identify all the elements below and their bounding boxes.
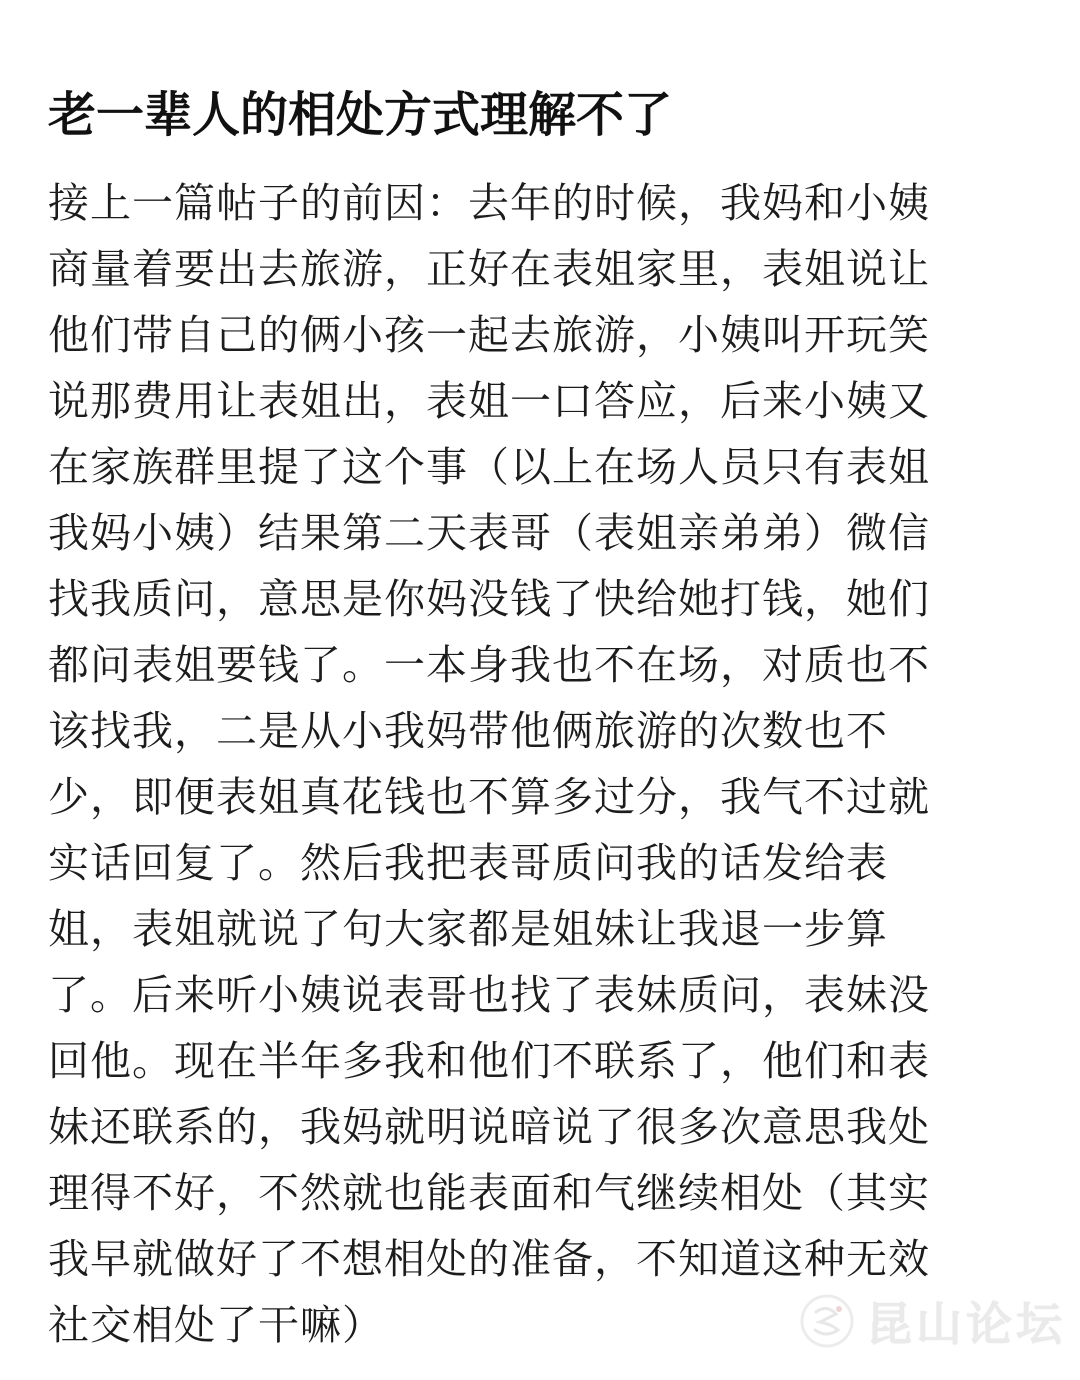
post-body xyxy=(48,170,1038,1358)
body-line-9: 该找我，二是从小我妈带他俩旅游的次数也不 xyxy=(48,707,888,755)
body-line-12: 姐，表姐就说了句大家都是姐妹让我退一步算 xyxy=(48,905,888,953)
body-line-16: 理得不好，不然就也能表面和气继续相处（其实 xyxy=(48,1169,930,1217)
body-line-11: 实话回复了。然后我把表哥质问我的话发给表 xyxy=(48,839,888,887)
body-line-10: 少，即便表姐真花钱也不算多过分，我气不过就 xyxy=(48,773,930,821)
kunshan-forum-logo-icon xyxy=(798,1292,856,1350)
body-line-3: 他们带自己的俩小孩一起去旅游，小姨叫开玩笑 xyxy=(48,311,930,359)
watermark xyxy=(798,1288,1066,1354)
body-line-13: 了。后来听小姨说表哥也找了表妹质问，表妹没 xyxy=(48,971,930,1019)
watermark-text: 昆山论坛 xyxy=(866,1297,1066,1351)
body-line-7: 找我质问，意思是你妈没钱了快给她打钱，她们 xyxy=(48,575,930,623)
body-line-2: 商量着要出去旅游，正好在表姐家里，表姐说让 xyxy=(48,245,930,293)
body-line-8: 都问表姐要钱了。一本身我也不在场，对质也不 xyxy=(48,641,930,689)
body-line-1: 接上一篇帖子的前因：去年的时候，我妈和小姨 xyxy=(48,179,930,227)
body-line-14: 回他。现在半年多我和他们不联系了，他们和表 xyxy=(48,1037,930,1085)
body-line-18: 社交相处了干嘛） xyxy=(48,1301,384,1349)
body-line-4: 说那费用让表姐出，表姐一口答应，后来小姨又 xyxy=(48,377,930,425)
body-line-6: 我妈小姨）结果第二天表哥（表姐亲弟弟）微信 xyxy=(48,509,930,557)
post-title: 老一辈人的相处方式理解不了 xyxy=(48,87,673,143)
body-line-5: 在家族群里提了这个事（以上在场人员只有表姐 xyxy=(48,443,930,491)
body-line-15: 妹还联系的，我妈就明说暗说了很多次意思我处 xyxy=(48,1103,930,1151)
body-line-17: 我早就做好了不想相处的准备，不知道这种无效 xyxy=(48,1235,930,1283)
